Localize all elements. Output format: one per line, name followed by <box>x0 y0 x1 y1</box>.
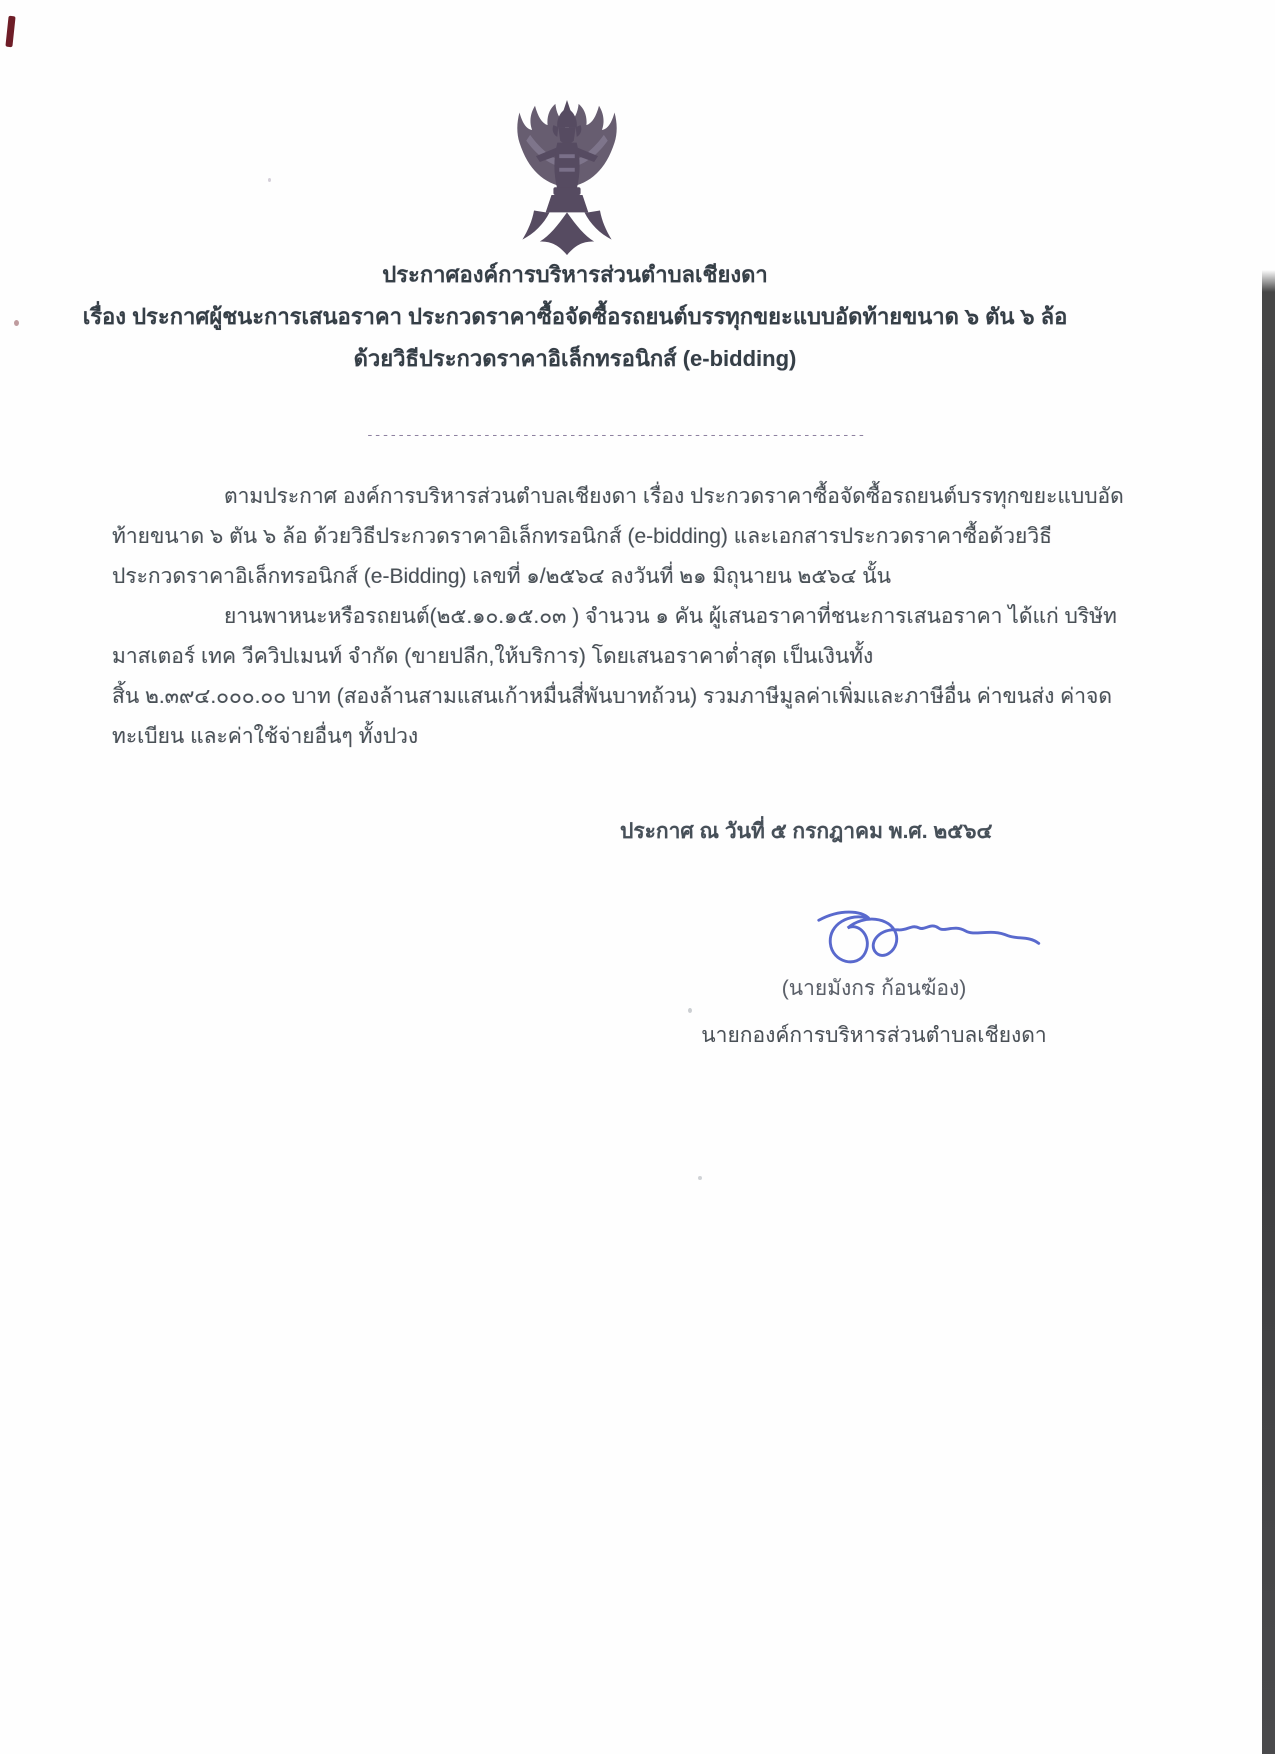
announcement-date: ประกาศ ณ วันที่ ๕ กรกฎาคม พ.ศ. ๒๕๖๔ <box>620 820 993 843</box>
scan-speck <box>698 1176 702 1180</box>
method-line: ด้วยวิธีประกวดราคาอิเล็กทรอนิกส์ (e-bidding) <box>353 346 797 371</box>
title-block <box>0 254 1150 380</box>
announcement-body <box>112 477 1124 757</box>
body-line: ท้ายขนาด ๖ ตัน ๖ ล้อ ด้วยวิธีประกวดราคาอิเล็กทรอนิกส์ (e-bidding) และเอกสารประกวดราคาซื้อด้วยวิธี <box>112 525 1052 548</box>
body-line: ตามประกาศ องค์การบริหารส่วนตำบลเชียงดา เรื่อง ประกวดราคาซื้อจัดซื้อรถยนต์บรรทุกขยะแบบอัด <box>224 485 1124 508</box>
body-line: สิ้น ๒.๓๙๔.๐๐๐.๐๐ บาท (สองล้านสามแสนเก้าหมื่นสี่พันบาทถ้วน) รวมภาษีมูลค่าเพิ่มและภาษีอื่น ค่าขนส่ง ค่าจด <box>112 685 1112 708</box>
org-title: ประกาศองค์การบริหารส่วนตำบลเชียงดา <box>382 262 768 287</box>
scan-corner-mark <box>5 16 15 48</box>
signer-name: (นายมังกร ก้อนฆ้อง) <box>781 977 967 1000</box>
signer-title: นายกองค์การบริหารส่วนตำบลเชียงดา <box>701 1024 1047 1047</box>
scan-speck <box>268 178 271 182</box>
dashed-separator: ---------------------------------------------------------------- <box>366 428 866 443</box>
body-line: ยานพาหนะหรือรถยนต์(๒๕.๑๐.๑๕.๐๓ ) จำนวน ๑ คัน ผู้เสนอราคาที่ชนะการเสนอราคา ได้แก่ บริษัท <box>224 605 1117 628</box>
body-line: ทะเบียน และค่าใช้จ่ายอื่นๆ ทั้งปวง <box>112 725 419 748</box>
body-line: มาสเตอร์ เทค วีควิปเมนท์ จำกัด (ขายปลีก,ให้บริการ) โดยเสนอราคาต่ำสุด เป็นเงินทั้ง <box>112 645 874 668</box>
scan-speck <box>688 1008 692 1013</box>
garuda-emblem-icon <box>489 98 645 258</box>
signature-ink-icon <box>798 899 1046 981</box>
subject-line: เรื่อง ประกาศผู้ชนะการเสนอราคา ประกวดราคาซื้อจัดซื้อรถยนต์บรรทุกขยะแบบอัดท้ายขนาด ๖ ตัน ๖ ล้อ <box>82 304 1068 329</box>
scan-edge-shadow <box>1262 270 1275 1754</box>
body-line: ประกวดราคาอิเล็กทรอนิกส์ (e-Bidding) เลขที่ ๑/๒๕๖๔ ลงวันที่ ๒๑ มิถุนายน ๒๕๖๔ นั้น <box>112 565 892 588</box>
